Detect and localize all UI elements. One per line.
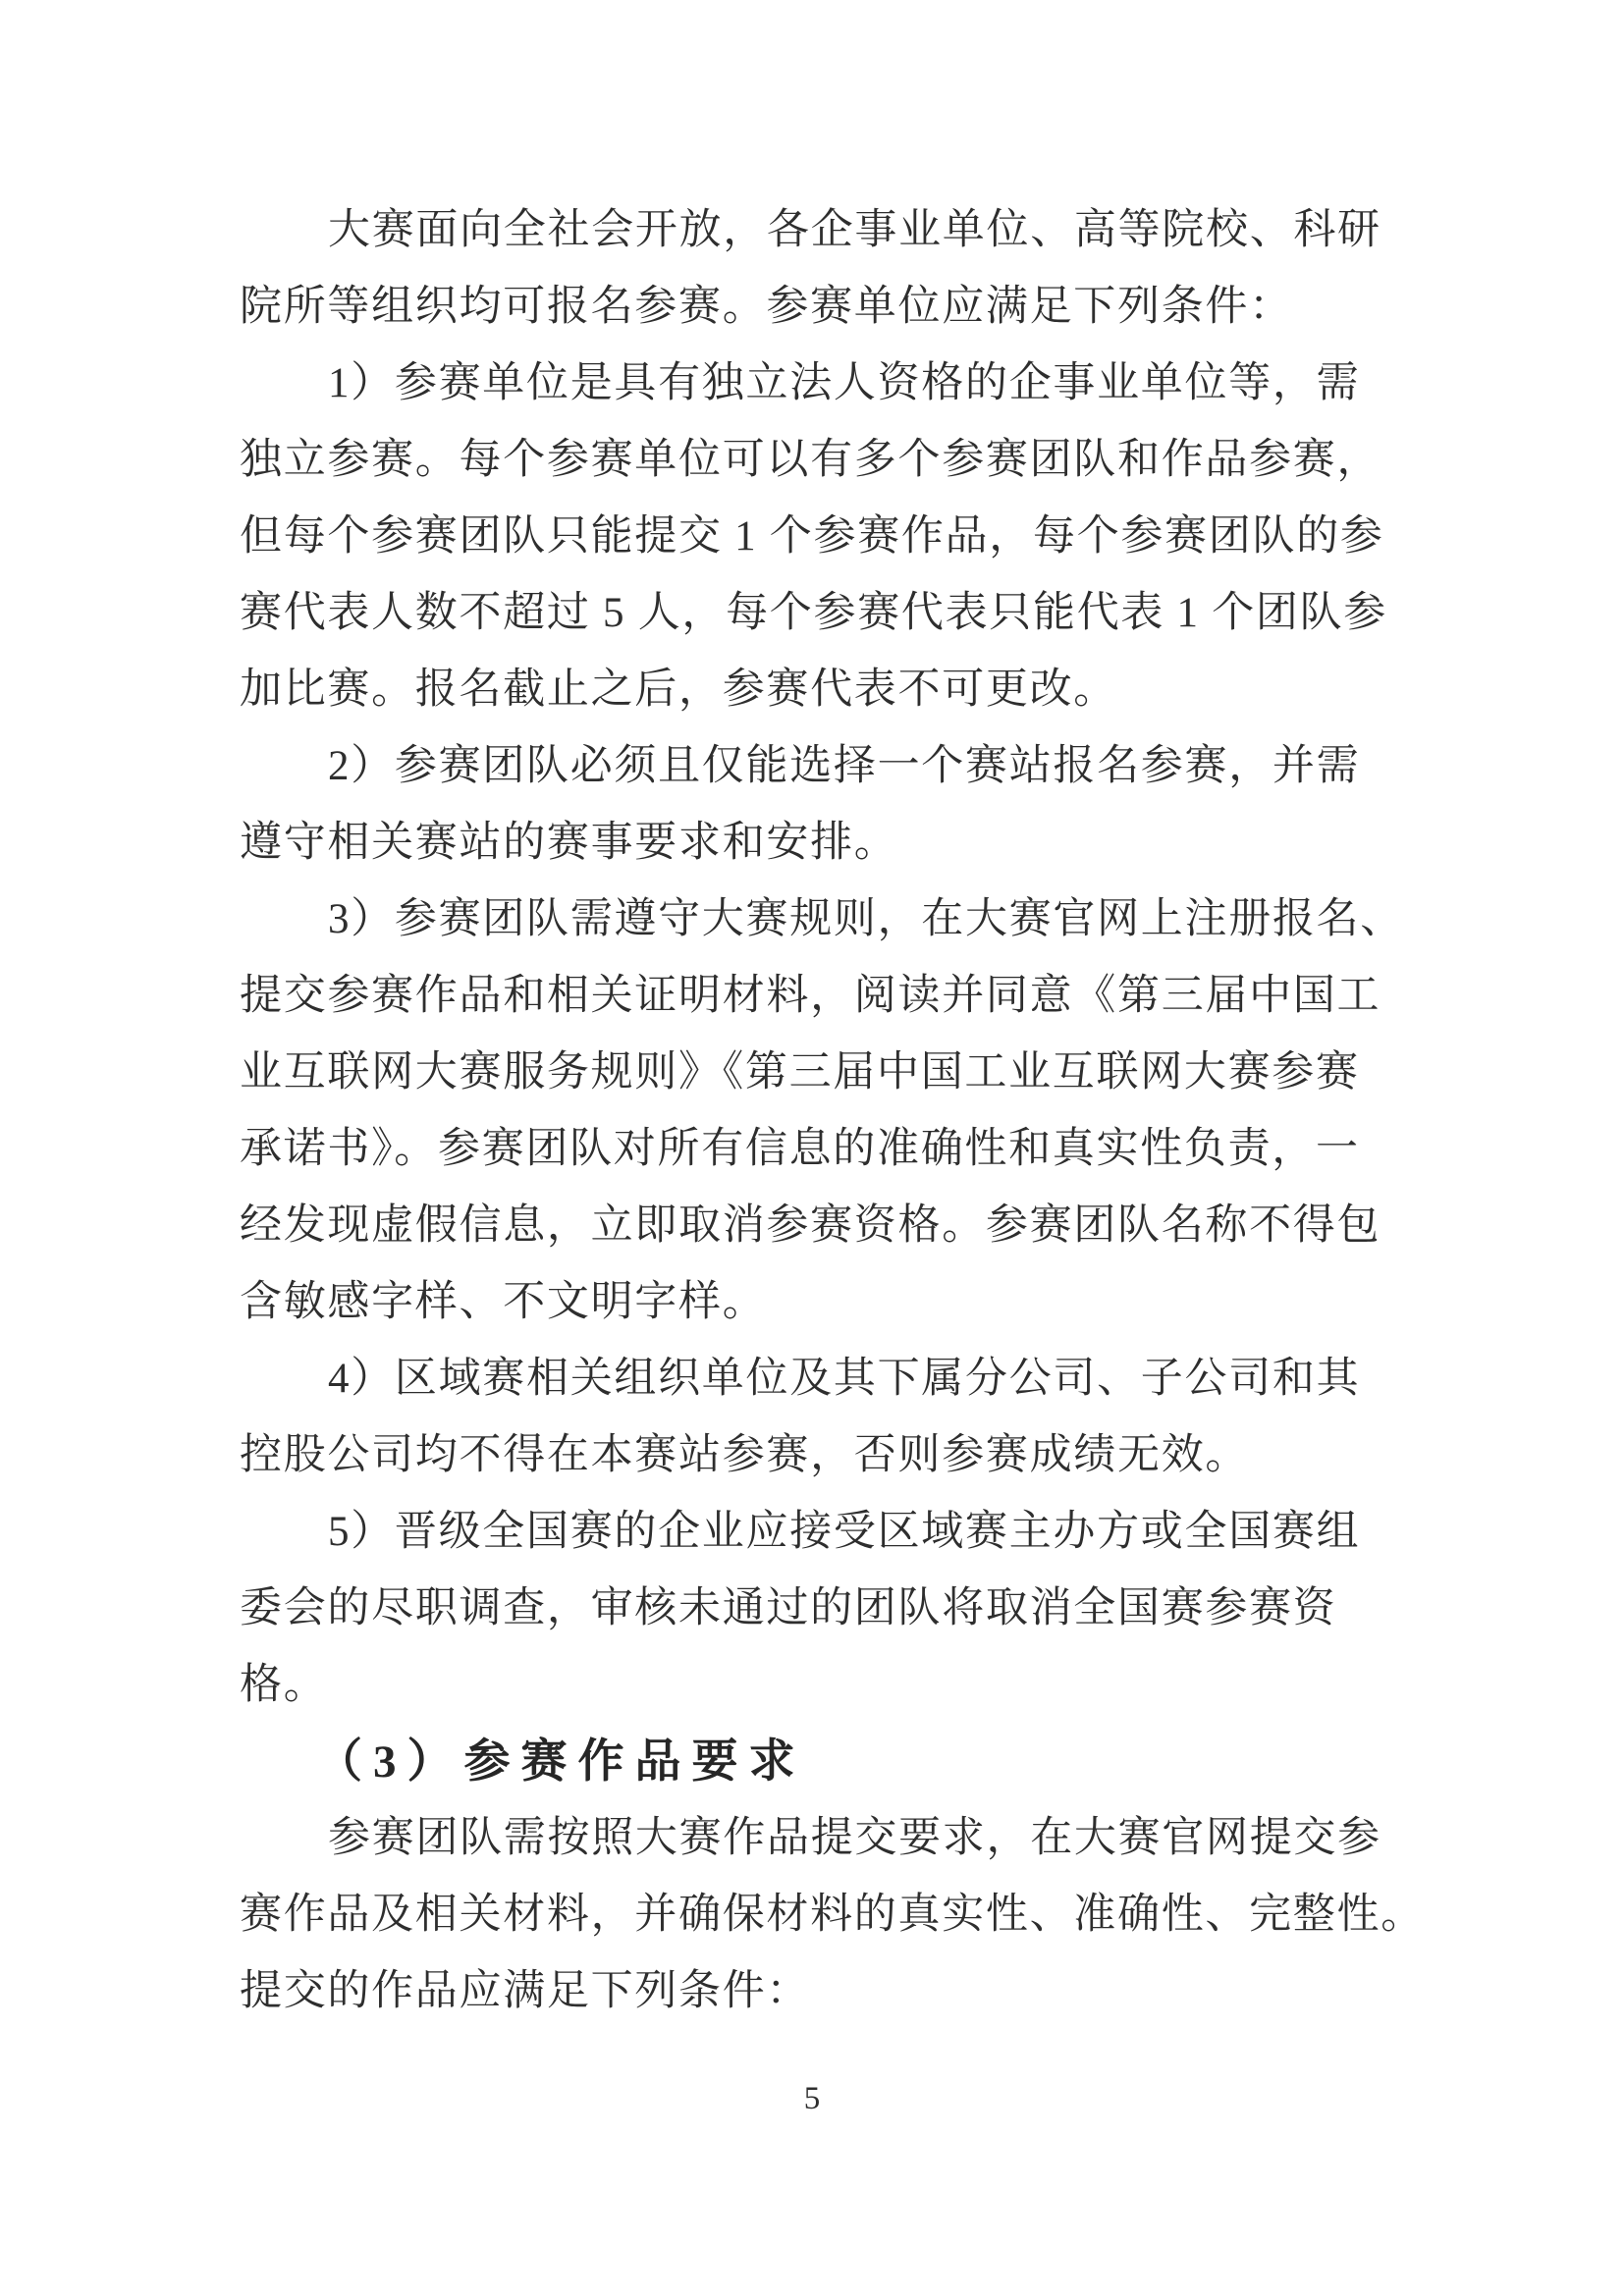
text-line: 提交的作品应满足下列条件： [240, 1968, 811, 2014]
text-line: 但每个参赛团队只能提交 1 个参赛作品，每个参赛团队的参 [240, 513, 1384, 560]
text-line: 大赛面向全社会开放，各企事业单位、高等院校、科研 [328, 207, 1381, 253]
text-line: 3）参赛团队需遵守大赛规则，在大赛官网上注册报名、 [328, 896, 1404, 942]
text-line: 经发现虚假信息，立即取消参赛资格。参赛团队名称不得包 [240, 1202, 1381, 1249]
text-line: 含敏感字样、不文明字样。 [240, 1279, 767, 1325]
document-body [240, 192, 1437, 2030]
text-line: 承诺书》。参赛团队对所有信息的准确性和真实性负责，一 [240, 1126, 1360, 1172]
text-line: 2）参赛团队必须且仅能选择一个赛站报名参赛，并需 [328, 743, 1361, 789]
text-line: 1）参赛单位是具有独立法人资格的企事业单位等，需 [328, 360, 1361, 406]
section-heading: （3）参赛作品要求 [316, 1736, 806, 1788]
text-line: 控股公司均不得在本赛站参赛，否则参赛成绩无效。 [240, 1432, 1250, 1478]
text-line: 提交参赛作品和相关证明材料，阅读并同意《第三届中国工 [240, 973, 1381, 1019]
text-line: 赛作品及相关材料，并确保材料的真实性、准确性、完整性。 [240, 1892, 1425, 1938]
page-number: 5 [803, 2081, 821, 2116]
text-line: 5）晋级全国赛的企业应接受区域赛主办方或全国赛组 [328, 1509, 1361, 1555]
text-line: 格。 [240, 1662, 328, 1708]
text-line: 遵守相关赛站的赛事要求和安排。 [240, 820, 898, 866]
text-line: 4）区域赛相关组织单位及其下属分公司、子公司和其 [328, 1356, 1361, 1402]
text-line: 委会的尽职调查，审核未通过的团队将取消全国赛参赛资 [240, 1585, 1337, 1631]
text-line: 院所等组织均可报名参赛。参赛单位应满足下列条件： [240, 284, 1293, 330]
text-line: 赛代表人数不超过 5 人，每个参赛代表只能代表 1 个团队参 [240, 590, 1387, 636]
text-line: 业互联网大赛服务规则》《第三届中国工业互联网大赛参赛 [240, 1049, 1360, 1095]
text-line: 参赛团队需按照大赛作品提交要求，在大赛官网提交参 [328, 1815, 1381, 1861]
text-line: 加比赛。报名截止之后，参赛代表不可更改。 [240, 667, 1117, 713]
text-line: 独立参赛。每个参赛单位可以有多个参赛团队和作品参赛， [240, 437, 1381, 483]
